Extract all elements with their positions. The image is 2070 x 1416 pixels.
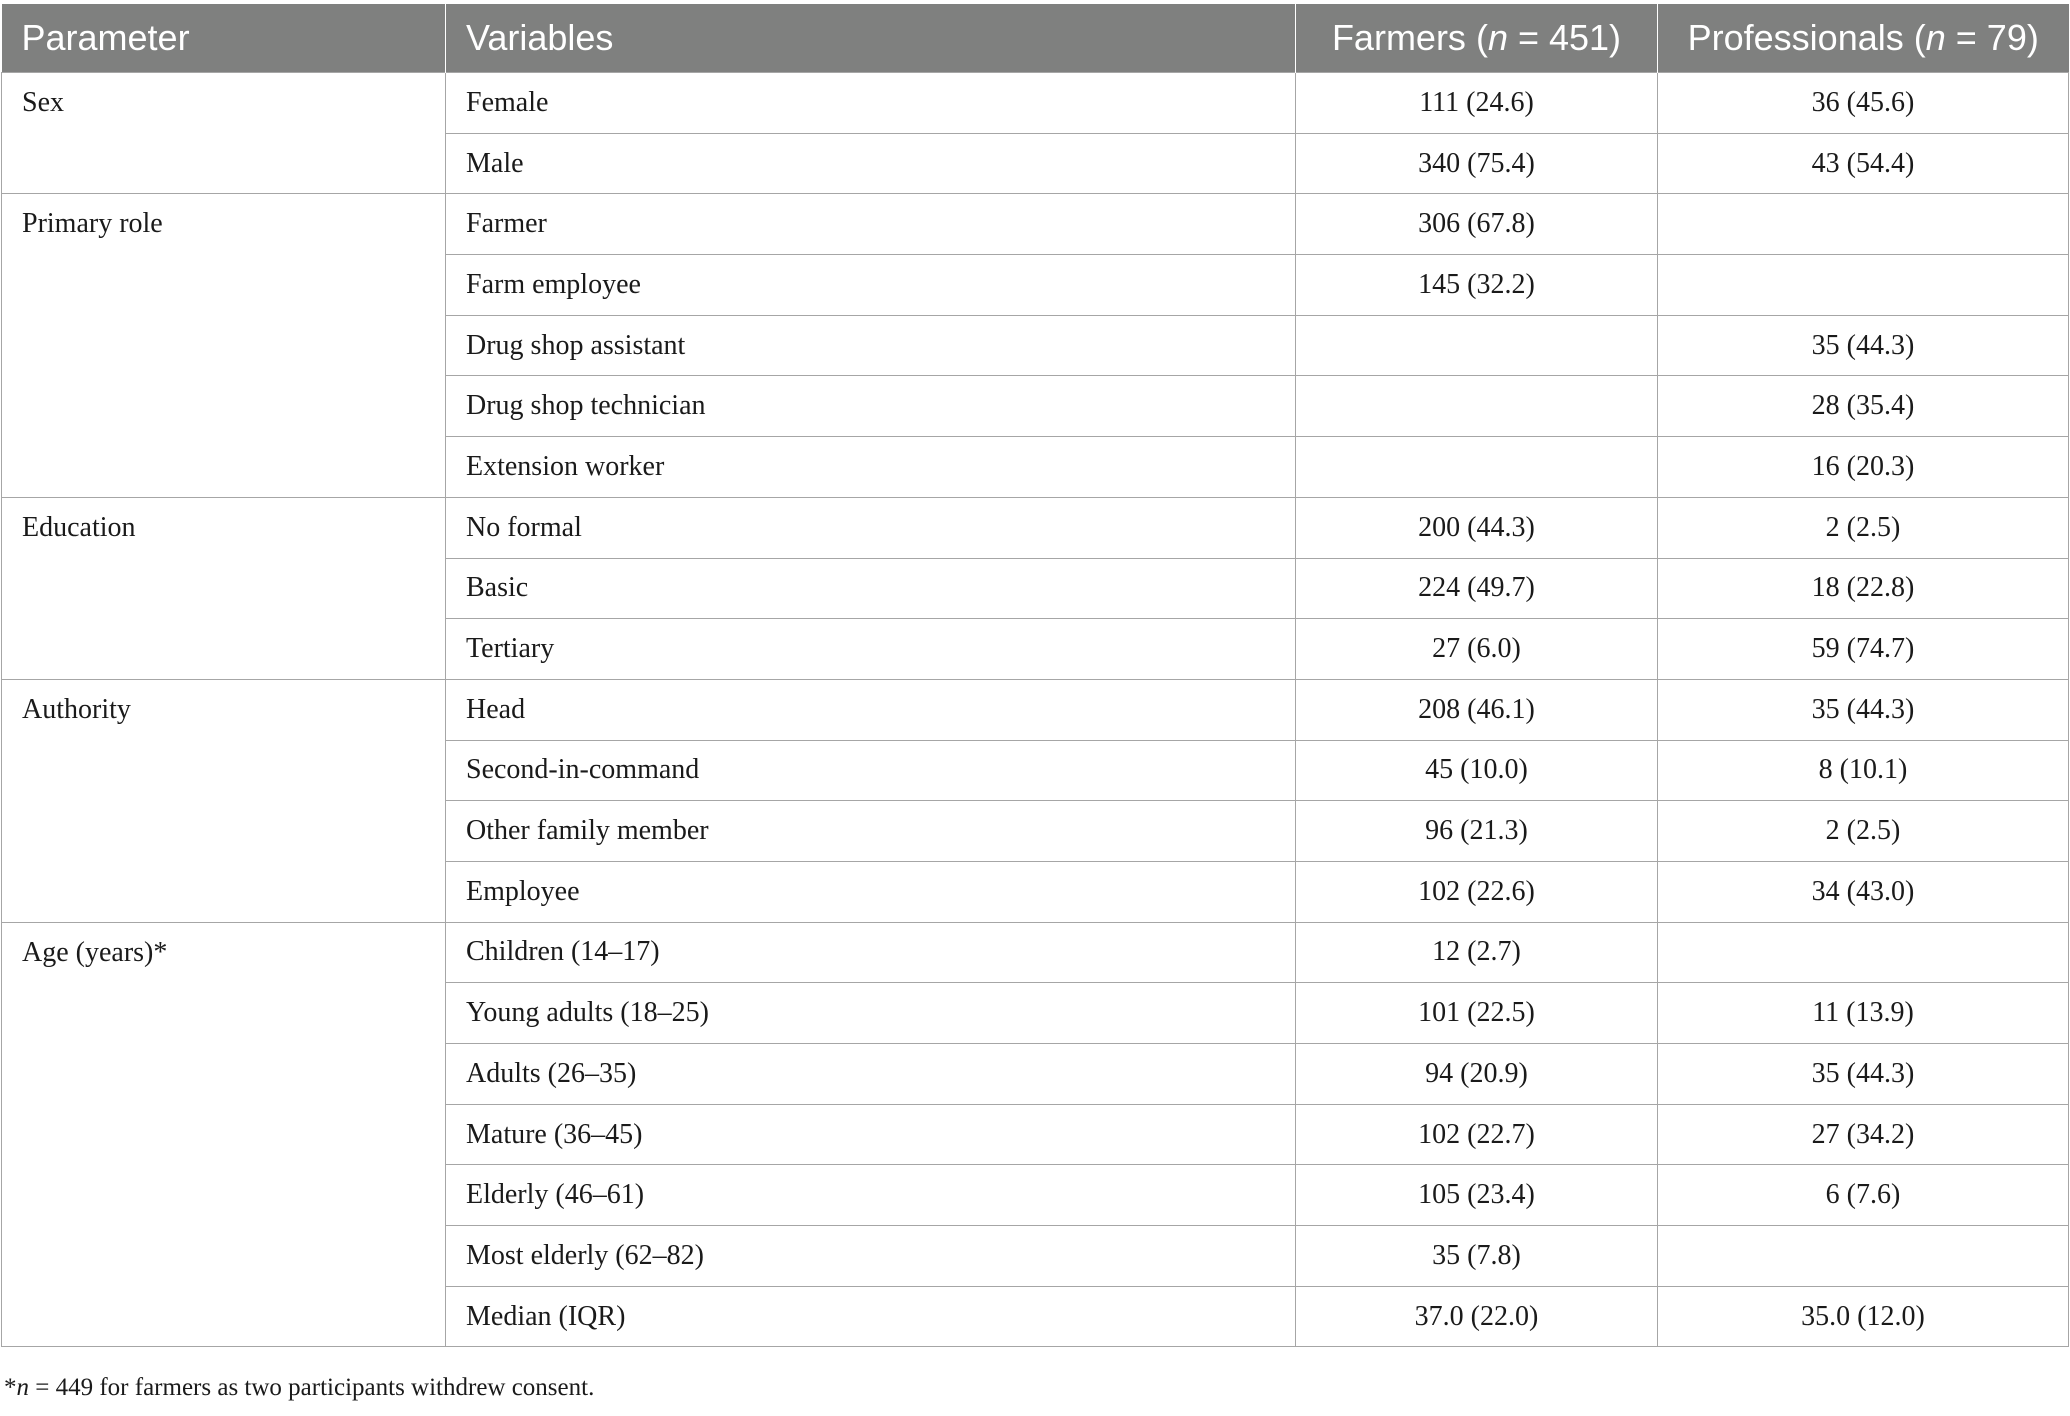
- table-row: [2, 497, 2069, 558]
- variable-cell: Female: [446, 73, 1296, 134]
- table-row: [2, 679, 2069, 740]
- table-row: [2, 73, 2069, 134]
- farmers-cell: 12 (2.7): [1296, 922, 1658, 983]
- footnote-n-symbol: n: [16, 1374, 29, 1401]
- parameter-cell: Education: [2, 497, 446, 679]
- professionals-cell: 35 (44.3): [1658, 679, 2069, 740]
- farmers-cell: 35 (7.8): [1296, 1226, 1658, 1287]
- demographics-table: [1, 4, 2069, 1347]
- variable-cell: Farmer: [446, 194, 1296, 255]
- variable-cell: Drug shop assistant: [446, 315, 1296, 376]
- parameter-cell: Sex: [2, 73, 446, 194]
- professionals-cell: 34 (43.0): [1658, 861, 2069, 922]
- variable-cell: Head: [446, 679, 1296, 740]
- farmers-cell: 340 (75.4): [1296, 133, 1658, 194]
- parameter-cell: Age (years)*: [2, 922, 446, 1347]
- professionals-cell: 18 (22.8): [1658, 558, 2069, 619]
- farmers-cell: 45 (10.0): [1296, 740, 1658, 801]
- parameter-cell: Primary role: [2, 194, 446, 497]
- variable-cell: Second-in-command: [446, 740, 1296, 801]
- professionals-cell: 36 (45.6): [1658, 73, 2069, 134]
- professionals-cell: [1658, 922, 2069, 983]
- variable-cell: Tertiary: [446, 619, 1296, 680]
- table-row: [2, 194, 2069, 255]
- variable-cell: Employee: [446, 861, 1296, 922]
- professionals-cell: 28 (35.4): [1658, 376, 2069, 437]
- professionals-cell: 43 (54.4): [1658, 133, 2069, 194]
- variable-cell: Male: [446, 133, 1296, 194]
- farmers-cell: 37.0 (22.0): [1296, 1286, 1658, 1347]
- header-variables: Variables: [446, 4, 1296, 73]
- variable-cell: Farm employee: [446, 255, 1296, 316]
- professionals-cell: 16 (20.3): [1658, 437, 2069, 498]
- professionals-cell: 11 (13.9): [1658, 983, 2069, 1044]
- variable-cell: Extension worker: [446, 437, 1296, 498]
- header-professionals-n-symbol: n: [1925, 17, 1946, 58]
- farmers-cell: 102 (22.6): [1296, 861, 1658, 922]
- farmers-cell: 94 (20.9): [1296, 1044, 1658, 1105]
- header-farmers: [1296, 4, 1658, 73]
- farmers-cell: 27 (6.0): [1296, 619, 1658, 680]
- farmers-cell: 200 (44.3): [1296, 497, 1658, 558]
- professionals-cell: 35.0 (12.0): [1658, 1286, 2069, 1347]
- parameter-cell: Authority: [2, 679, 446, 922]
- farmers-cell: 224 (49.7): [1296, 558, 1658, 619]
- farmers-cell: [1296, 437, 1658, 498]
- farmers-cell: 208 (46.1): [1296, 679, 1658, 740]
- header-professionals-n-value: = 79): [1945, 17, 2039, 58]
- farmers-cell: 96 (21.3): [1296, 801, 1658, 862]
- header-professionals-prefix: Professionals (: [1687, 17, 1926, 58]
- professionals-cell: [1658, 255, 2069, 316]
- variable-cell: Adults (26–35): [446, 1044, 1296, 1105]
- table-footnote: [4, 1374, 594, 1402]
- header-farmers-prefix: Farmers (: [1331, 17, 1488, 58]
- farmers-cell: 105 (23.4): [1296, 1165, 1658, 1226]
- professionals-cell: 35 (44.3): [1658, 1044, 2069, 1105]
- table-header: [2, 4, 2069, 73]
- table-body: [2, 73, 2069, 1347]
- variable-cell: Children (14–17): [446, 922, 1296, 983]
- farmers-cell: 111 (24.6): [1296, 73, 1658, 134]
- professionals-cell: 2 (2.5): [1658, 497, 2069, 558]
- header-farmers-n-symbol: n: [1487, 17, 1508, 58]
- header-row: [2, 4, 2069, 73]
- header-parameter: Parameter: [2, 4, 446, 73]
- farmers-cell: 306 (67.8): [1296, 194, 1658, 255]
- professionals-cell: 2 (2.5): [1658, 801, 2069, 862]
- farmers-cell: 101 (22.5): [1296, 983, 1658, 1044]
- farmers-cell: 145 (32.2): [1296, 255, 1658, 316]
- header-farmers-n-value: = 451): [1507, 17, 1622, 58]
- footnote-text: = 449 for farmers as two participants withdrew consent.: [29, 1374, 595, 1401]
- variable-cell: Drug shop technician: [446, 376, 1296, 437]
- professionals-cell: 27 (34.2): [1658, 1104, 2069, 1165]
- farmers-cell: [1296, 315, 1658, 376]
- variable-cell: Young adults (18–25): [446, 983, 1296, 1044]
- professionals-cell: [1658, 1226, 2069, 1287]
- professionals-cell: 6 (7.6): [1658, 1165, 2069, 1226]
- header-professionals: [1658, 4, 2069, 73]
- variable-cell: Median (IQR): [446, 1286, 1296, 1347]
- professionals-cell: 8 (10.1): [1658, 740, 2069, 801]
- variable-cell: No formal: [446, 497, 1296, 558]
- professionals-cell: 59 (74.7): [1658, 619, 2069, 680]
- farmers-cell: 102 (22.7): [1296, 1104, 1658, 1165]
- table-row: [2, 922, 2069, 983]
- variable-cell: Other family member: [446, 801, 1296, 862]
- professionals-cell: 35 (44.3): [1658, 315, 2069, 376]
- variable-cell: Basic: [446, 558, 1296, 619]
- professionals-cell: [1658, 194, 2069, 255]
- variable-cell: Most elderly (62–82): [446, 1226, 1296, 1287]
- farmers-cell: [1296, 376, 1658, 437]
- variable-cell: Mature (36–45): [446, 1104, 1296, 1165]
- variable-cell: Elderly (46–61): [446, 1165, 1296, 1226]
- footnote-marker: *: [4, 1374, 17, 1401]
